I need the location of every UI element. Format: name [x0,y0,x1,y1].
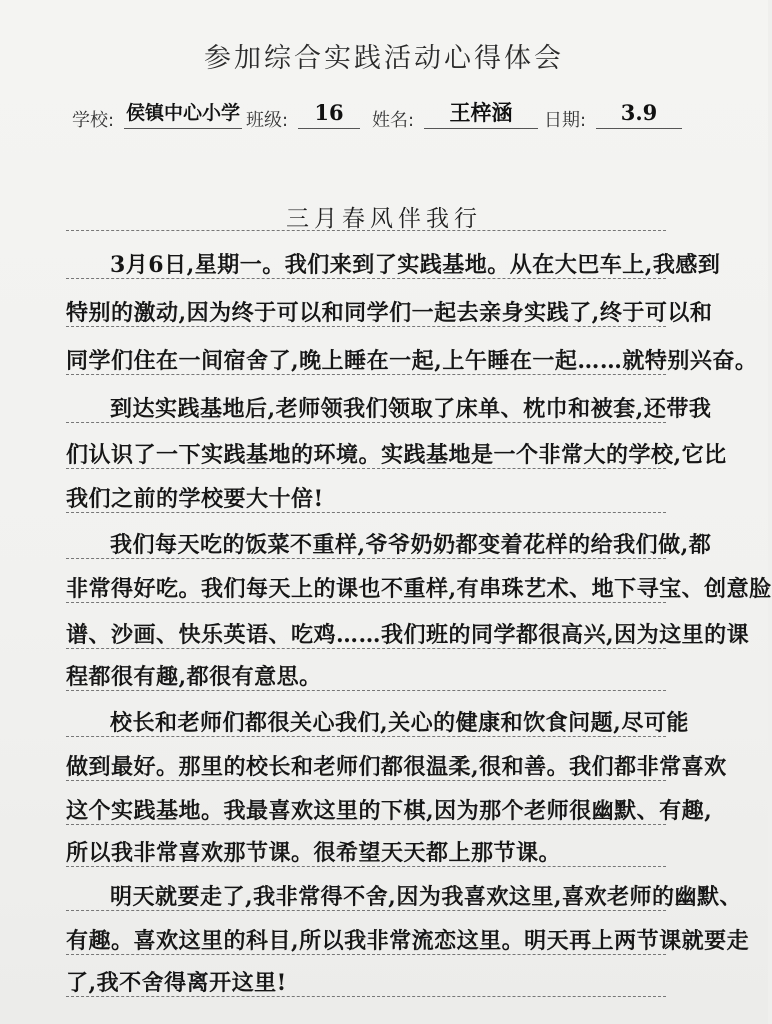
ruled-line [66,326,666,327]
essay-line: 所以我非常喜欢那节课。很希望天天都上那节课。 [66,840,562,866]
ruled-line [66,278,666,279]
ruled-line [66,422,666,423]
class-label: 班级: [246,110,289,131]
date-value: 3.9 [596,100,682,129]
essay-line: 校长和老师们都很关心我们,关心的健康和饮食问题,尽可能 [110,710,689,736]
name-value: 王梓涵 [424,100,538,129]
school-value: 侯镇中心小学 [124,100,242,129]
essay-line: 同学们住在一间宿舍了,晚上睡在一起,上午睡在一起……就特别兴奋。 [66,348,758,374]
essay-line: 到达实践基地后,老师领我们领取了床单、枕巾和被套,还带我 [110,396,712,422]
page-title: 参加综合实践活动心得体会 [204,43,564,74]
ruled-line [66,374,666,375]
essay-line: 这个实践基地。我最喜欢这里的下棋,因为那个老师很幽默、有趣, [66,798,713,824]
ruled-line [66,648,666,649]
ruled-line [66,780,666,781]
ruled-line [66,866,666,867]
ruled-line [66,690,666,691]
essay-line: 程都很有趣,都很有意思。 [66,664,322,690]
essay-line: 了,我不舍得离开这里! [66,970,287,996]
ruled-line [66,996,666,997]
class-value: 16 [298,100,360,129]
name-label: 姓名: [372,110,415,131]
essay-line: 做到最好。那里的校长和老师们都很温柔,很和善。我们都非常喜欢 [66,754,727,780]
essay-line: 非常得好吃。我们每天上的课也不重样,有串珠艺术、地下寻宝、创意脸 [66,576,772,602]
ruled-line [66,512,666,513]
ruled-line [66,602,666,603]
school-label: 学校: [72,110,115,131]
ruled-line [66,736,666,737]
essay-line: 我们每天吃的饭菜不重样,爷爷奶奶都变着花样的给我们做,都 [110,532,712,558]
essay-line: 明天就要走了,我非常得不舍,因为我喜欢这里,喜欢老师的幽默、 [110,884,742,910]
ruled-line [66,468,666,469]
essay-line: 们认识了一下实践基地的环境。实践基地是一个非常大的学校,它比 [66,442,727,468]
essay-title: 三月春风伴我行 [286,206,482,232]
essay-line: 谱、沙画、快乐英语、吃鸡……我们班的同学都很高兴,因为这里的课 [66,622,750,648]
essay-line: 特别的激动,因为终于可以和同学们一起去亲身实践了,终于可以和 [66,300,713,326]
ruled-line [66,824,666,825]
essay-line: 我们之前的学校要大十倍! [66,486,324,512]
essay-line: 3月6日,星期一。我们来到了实践基地。从在大巴车上,我感到 [110,252,721,278]
ruled-line [66,910,666,911]
essay-line: 有趣。喜欢这里的科目,所以我非常流恋这里。明天再上两节课就要走 [66,928,750,954]
ruled-line [66,558,666,559]
ruled-line [66,954,666,955]
date-label: 日期: [544,110,587,131]
ruled-line [66,230,666,231]
